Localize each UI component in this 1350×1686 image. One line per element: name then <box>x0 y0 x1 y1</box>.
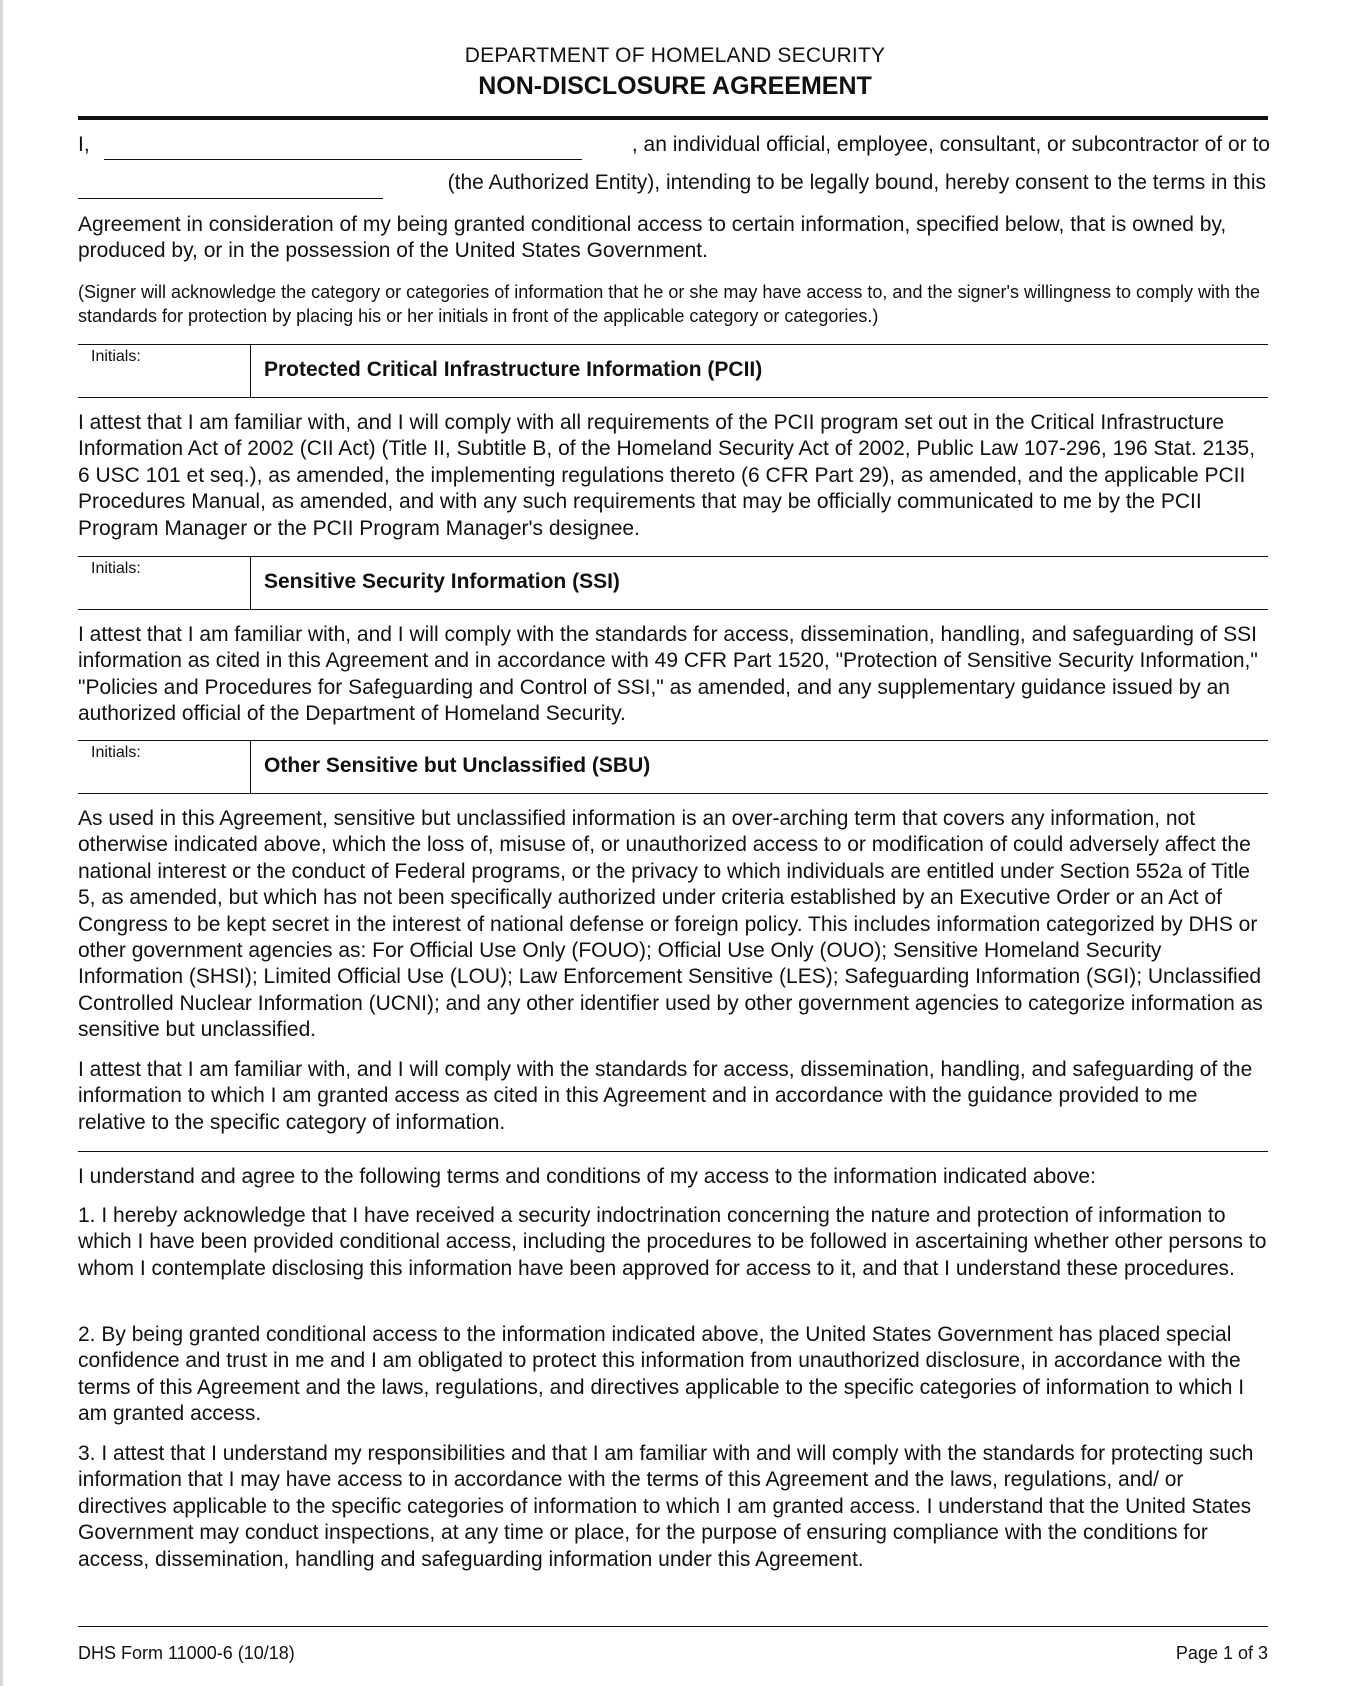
initials-divider <box>250 557 251 609</box>
signer-instructions: (Signer will acknowledge the category or categories of information that he or she may have access to, and the signer's willingness to comply with the standards for protection by placing his or her initials in front of the applicable category or categories.) <box>78 282 1261 326</box>
header-rule <box>78 116 1268 120</box>
category-title: Other Sensitive but Unclassified (SBU) <box>264 754 651 777</box>
authorized-entity-field[interactable] <box>78 198 383 199</box>
category-sbu <box>78 740 1268 794</box>
page-footer <box>78 1643 1268 1664</box>
terms-lead: I understand and agree to the following terms and conditions of my access to the information indicated above: <box>78 1165 1096 1188</box>
intro-continuation: Agreement in consideration of my being granted conditional access to certain information, specified below, that is owned by, produced by, or in the possession of the United States Government. <box>78 213 1227 263</box>
form-number: DHS Form 11000-6 (10/18) <box>78 1643 295 1663</box>
term-item: 3. I attest that I understand my responsibilities and that I am familiar with and will comply with the standards for protecting such information that I may have access to in accordance with the terms of this Agreement and the laws, regulations, and/ or directives applicable to the specific categories of information to which I am granted access. I understand that the United States Government may conduct inspections, at any time or place, for the purpose of ensuring compliance with the conditions for access, dissemination, handling and safeguarding information under this Agreement. <box>78 1442 1254 1571</box>
category-pcii <box>78 344 1268 398</box>
intro-line-1 <box>78 133 1268 163</box>
intro-line-1-text: , an individual official, employee, consultant, or subcontractor of or to <box>631 133 1270 156</box>
term-item: 1. I hereby acknowledge that I have received a security indoctrination concerning the nature and protection of information to which I have been provided conditional access, including the procedures to be followed in ascertaining whether other persons to whom I contemplate disclosing this information have been approved for access to it, and that I understand these procedures. <box>78 1204 1267 1280</box>
initials-label: Initials: <box>91 348 141 365</box>
term-item: 2. By being granted conditional access to the information indicated above, the United States Government has placed special confidence and trust in me and I am obligated to protect this information from unauthorized disclosure, in accordance with the terms of this Agreement and the laws, regulations, and directives applicable to the specific categories of information to which I am granted access. <box>78 1323 1245 1426</box>
initials-label: Initials: <box>91 560 141 577</box>
category-title: Sensitive Security Information (SSI) <box>264 570 620 593</box>
initials-label: Initials: <box>91 744 141 761</box>
document-title: NON-DISCLOSURE AGREEMENT <box>478 72 872 100</box>
initials-divider <box>250 345 251 397</box>
section-divider <box>78 1151 1268 1152</box>
ssi-attestation: I attest that I am familiar with, and I will comply with the standards for access, dissemination, handling, and safeguarding of SSI information as cited in this Agreement and in accordance with 49 CFR Part 1520, "Protection of Sensitive Security Information," "Policies and Procedures for Safeguarding and Control of SSI," as amended, and any supplementary guidance issued by an authorized official of the Department of Homeland Security. <box>78 623 1258 726</box>
sbu-attestation: I attest that I am familiar with, and I will comply with the standards for access, dissemination, handling, and safeguarding of the information to which I am granted access as cited in this Agreement and in accordance with the guidance provided to me relative to the specific category of information. <box>78 1058 1253 1134</box>
document-header <box>0 44 1350 101</box>
intro-line-2-text: (the Authorized Entity), intending to be legally bound, hereby consent to the terms in this <box>447 171 1266 194</box>
signer-name-field[interactable] <box>104 159 582 160</box>
pcii-attestation: I attest that I am familiar with, and I will comply with all requirements of the PCII program set out in the Critical Infrastructure Information Act of 2002 (CII Act) (Title II, Subtitle B, of the Homeland Security Act of 2002, Public Law 107-296, 196 Stat. 2135, 6 USC 101 et seq.), as amended, the implementing regulations thereto (6 CFR Part 29), as amended, and the applicable PCII Procedures Manual, as amended, and with any such requirements that may be officially communicated to me by the PCII Program Manager or the PCII Program Manager's designee. <box>78 411 1256 540</box>
page-number: Page 1 of 3 <box>1175 1643 1268 1663</box>
footer-rule <box>78 1626 1268 1627</box>
category-title: Protected Critical Infrastructure Information (PCII) <box>264 358 763 381</box>
category-ssi <box>78 556 1268 610</box>
sbu-definition: As used in this Agreement, sensitive but unclassified information is an over-arching term that covers any information, not otherwise indicated above, which the loss of, misuse of, or unauthorized access to or modification of could adversely affect the national interest or the conduct of Federal programs, or the privacy to which individuals are entitled under Section 552a of Title 5, as amended, but which has not been specifically authorized under criteria established by an Executive Order or an Act of Congress to be kept secret in the interest of national defense or foreign policy. This includes information categorized by DHS or other government agencies as: For Official Use Only (FOUO); Official Use Only (OUO); Sensitive Homeland Security Information (SHSI); Limited Official Use (LOU); Law Enforcement Sensitive (LES); Safeguarding Information (SGI); Unclassified Controlled Nuclear Information (UCNI); and any other identifier used by other government agencies to categorize information as sensitive but unclassified. <box>78 807 1263 1042</box>
initials-divider <box>250 741 251 793</box>
intro-prefix: I, <box>78 133 90 156</box>
agency-name: DEPARTMENT OF HOMELAND SECURITY <box>464 44 886 67</box>
intro-line-2 <box>78 171 1268 201</box>
